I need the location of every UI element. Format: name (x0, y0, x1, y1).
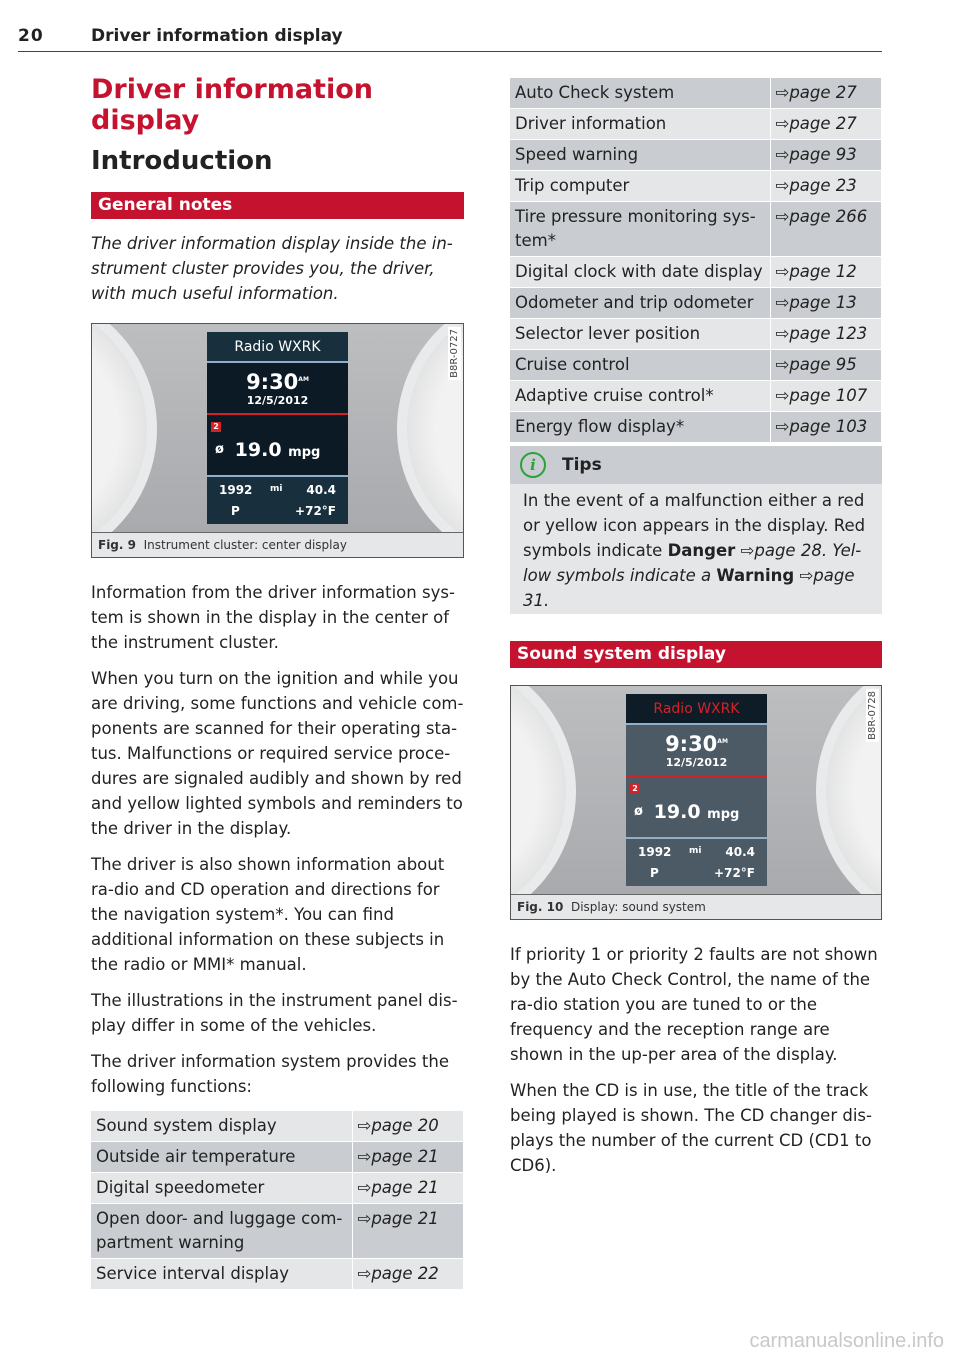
table-row (510, 350, 882, 381)
table-row (91, 1204, 464, 1259)
function-name: Sound system display (91, 1111, 352, 1142)
table-row (510, 381, 882, 412)
function-name: Driver information (510, 109, 770, 140)
instrument-cluster-image (92, 324, 463, 533)
paragraph: Information from the driver information sys-tem is shown in the display in the center of the instrument cluster. (91, 583, 455, 652)
figure-10 (510, 685, 882, 920)
radio-station: Radio WXRK (207, 332, 348, 363)
function-name: Odometer and trip odometer (510, 288, 770, 319)
header-title: Driver information display (91, 26, 343, 46)
figure-caption: Fig. 9 Instrument cluster: center display (98, 538, 347, 552)
priority-badge: 2 (630, 784, 640, 794)
page-link[interactable]: ⇨page 21 (352, 1204, 464, 1259)
watermark: carmanualsonline.info (749, 1330, 944, 1352)
function-name: Cruise control (510, 350, 770, 381)
page-link[interactable]: ⇨page 93 (770, 140, 882, 171)
center-display: Radio WXRK $9:30^{AM}$ 12/5/2012 2 ø 19.0 mpg 1992 mi 40.4 P +72°F (207, 332, 348, 524)
table-row (91, 1111, 464, 1142)
function-name: Trip computer (510, 171, 770, 202)
page-link[interactable]: ⇨page 20 (352, 1111, 464, 1142)
tips-text: In the event of a malfunction either a red or yellow icon appears in the display. Red symbols indicate Danger ⇨page 28. Yel-low symbols indicate a Warning ⇨page 31. (523, 491, 866, 610)
functions-table-right (510, 78, 882, 443)
left-gauge (511, 686, 576, 895)
table-row (91, 1142, 464, 1173)
table-row (510, 257, 882, 288)
radio-station: Radio WXRK (626, 694, 767, 725)
table-row (510, 109, 882, 140)
date: 12/5/2012 (246, 394, 309, 407)
function-name: Digital clock with date display (510, 257, 770, 288)
function-name: Service interval display (91, 1259, 352, 1290)
page-link[interactable]: ⇨page 266 (770, 202, 882, 257)
page-link[interactable]: ⇨page 13 (770, 288, 882, 319)
table-row (91, 1173, 464, 1204)
center-display: Radio WXRK $9:30^{AM}$ 12/5/2012 2 ø 19.0 mpg 1992 mi 40.4 P +72°F (626, 694, 767, 886)
figure-code: B8R-0727 (449, 329, 460, 378)
paragraph: If priority 1 or priority 2 faults are not shown by the Auto Check Control, the name of the ra-dio station you are tuned to or the frequency and the reception range are shown in the up-per area of the display. (510, 945, 878, 1064)
page-link[interactable]: ⇨page 21 (352, 1142, 464, 1173)
function-name: Auto Check system (510, 78, 770, 109)
sound-system-heading: Sound system display (510, 641, 882, 668)
page-link[interactable]: ⇨page 103 (770, 412, 882, 443)
table-row (510, 202, 882, 257)
paragraph: When you turn on the ignition and while you are driving, some functions and vehicle com-ponents are scanned for their operating sta-tus. Malfunctions or required service proce-dures are signaled audibly and shown by red and yellow lighted symbols and reminders to the driver in the display. (91, 669, 464, 838)
mpg-value: 19.0 (234, 439, 282, 461)
table-row (91, 1259, 464, 1290)
page-number: 20 (18, 26, 44, 46)
mpg-value: 19.0 (653, 801, 701, 823)
table-row (510, 412, 882, 443)
function-name: Digital speedometer (91, 1173, 352, 1204)
page-link[interactable]: ⇨page 12 (770, 257, 882, 288)
function-name: Adaptive cruise control* (510, 381, 770, 412)
function-name: Energy flow display* (510, 412, 770, 443)
page-title: Driver information display (91, 74, 373, 136)
page-link[interactable]: ⇨page 107 (770, 381, 882, 412)
page-link[interactable]: ⇨page 123 (770, 319, 882, 350)
page-header (18, 26, 882, 52)
table-row (510, 78, 882, 109)
page-link[interactable]: ⇨page 21 (352, 1173, 464, 1204)
function-name: Open door- and luggage com-partment warning (91, 1204, 352, 1259)
date: 12/5/2012 (665, 756, 728, 769)
figure-caption: Fig. 10 Display: sound system (517, 900, 706, 914)
paragraph: The driver is also shown information about ra-dio and CD operation and directions for the navigation system*. You can find additional information on these subjects in the radio or MMI* manual. (91, 855, 445, 974)
function-name: Outside air temperature (91, 1142, 352, 1173)
function-name: Speed warning (510, 140, 770, 171)
general-notes-heading: General notes (91, 192, 464, 219)
tips-title: Tips (562, 455, 602, 475)
paragraph: When the CD is in use, the title of the track being played is shown. The CD changer dis-plays the number of the current CD (CD1 to CD6). (510, 1081, 872, 1175)
info-icon: i (520, 452, 546, 478)
function-name: Tire pressure monitoring sys-tem* (510, 202, 770, 257)
priority-badge: 2 (211, 422, 221, 432)
figure-9 (91, 323, 464, 558)
section-title: Introduction (91, 146, 273, 176)
clock-time: 9:30 (246, 370, 299, 394)
instrument-cluster-image (511, 686, 881, 895)
functions-table-left (91, 1111, 464, 1290)
page-link[interactable]: ⇨page 27 (770, 78, 882, 109)
table-row (510, 171, 882, 202)
function-name: Selector lever position (510, 319, 770, 350)
table-row (510, 319, 882, 350)
tips-box (510, 446, 882, 614)
page-link[interactable]: ⇨page 27 (770, 109, 882, 140)
page-link[interactable]: ⇨page 23 (770, 171, 882, 202)
clock-time: 9:30 (665, 732, 718, 756)
table-row (510, 288, 882, 319)
page-link[interactable]: ⇨page 95 (770, 350, 882, 381)
paragraph: The illustrations in the instrument panel dis-play differ in some of the vehicles. (91, 991, 458, 1035)
table-row (510, 140, 882, 171)
figure-code: B8R-0728 (867, 691, 878, 740)
page-link[interactable]: ⇨page 22 (352, 1259, 464, 1290)
left-gauge (92, 324, 157, 533)
paragraph: The driver information system provides the following functions: (91, 1052, 449, 1096)
intro-text: The driver information display inside the in-strument cluster provides you, the driver, with much useful information. (91, 234, 453, 303)
